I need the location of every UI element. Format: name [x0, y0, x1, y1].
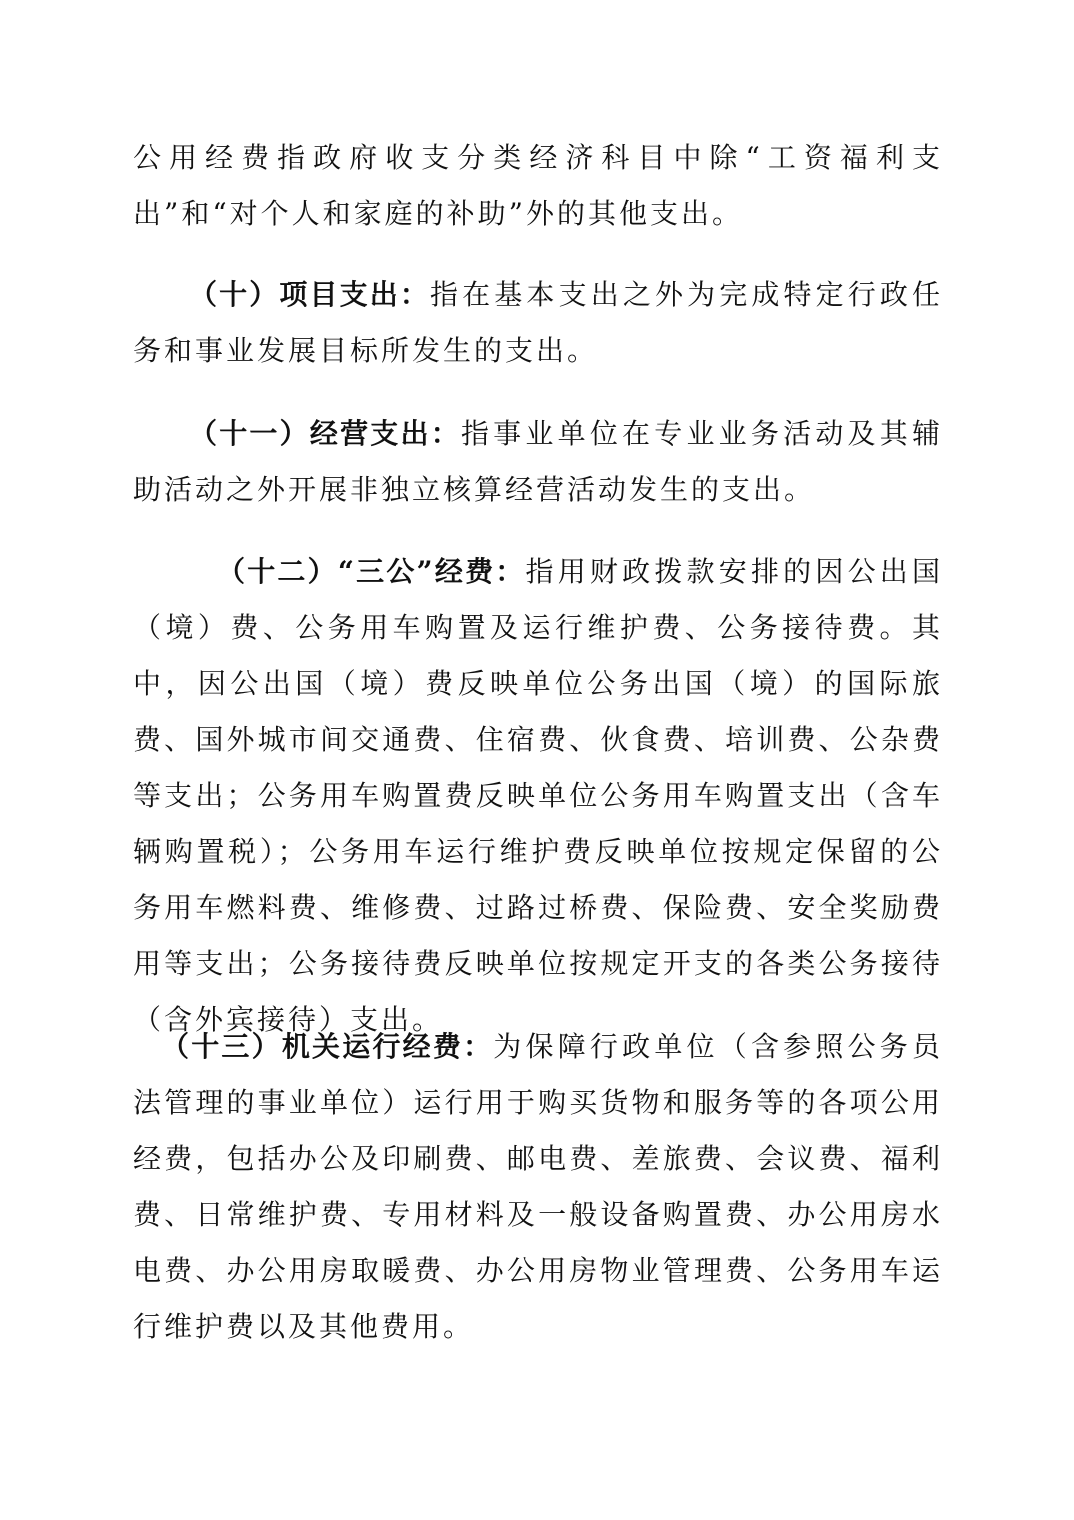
paragraph-public-expenses: [133, 130, 943, 242]
paragraph-heading: （十三）机关运行经费：: [161, 1030, 494, 1063]
paragraph-operating-expenditure: [133, 406, 943, 518]
paragraph-three-public-expenses: [133, 544, 943, 1048]
paragraph-heading: （十二）“三公”经费：: [217, 555, 526, 588]
paragraph-text: 公用经费指政府收支分类经济科目中除“工资福利支出”和“对个人和家庭的补助”外的其他支出。: [133, 141, 943, 230]
paragraph-heading: （十一）经营支出：: [189, 417, 461, 450]
paragraph-text: 指事业单位在专业业务活动及其辅助活动之外开展非独立核算经营活动发生的支出。: [133, 417, 943, 506]
paragraph-text: 为保障行政单位（含参照公务员法管理的事业单位）运行用于购买货物和服务等的各项公用经费，包括办公及印刷费、邮电费、差旅费、会议费、福利费、日常维护费、专用材料及一般设备购置费、办公用房水电费、办公用房取暖费、办公用房物业管理费、公务用车运行维护费以及其他费用。: [133, 1030, 943, 1343]
paragraph-text: 指在基本支出之外为完成特定行政任务和事业发展目标所发生的支出。: [133, 278, 943, 367]
paragraph-heading: （十）项目支出：: [189, 278, 431, 311]
paragraph-text: 指用财政拨款安排的因公出国（境）费、公务用车购置及运行维护费、公务接待费。其中，因公出国（境）费反映单位公务出国（境）的国际旅费、国外城市间交通费、住宿费、伙食费、培训费、公杂费等支出；公务用车购置费反映单位公务用车购置支出（含车辆购置税）；公务用车运行维护费反映单位按规定保留的公务用车燃料费、维修费、过路过桥费、保险费、安全奖励费用等支出；公务接待费反映单位按规定开支的各类公务接待（含外宾接待）支出。: [133, 555, 943, 1036]
paragraph-project-expenditure: [133, 267, 943, 379]
paragraph-agency-operating-expenses: [133, 1019, 943, 1355]
